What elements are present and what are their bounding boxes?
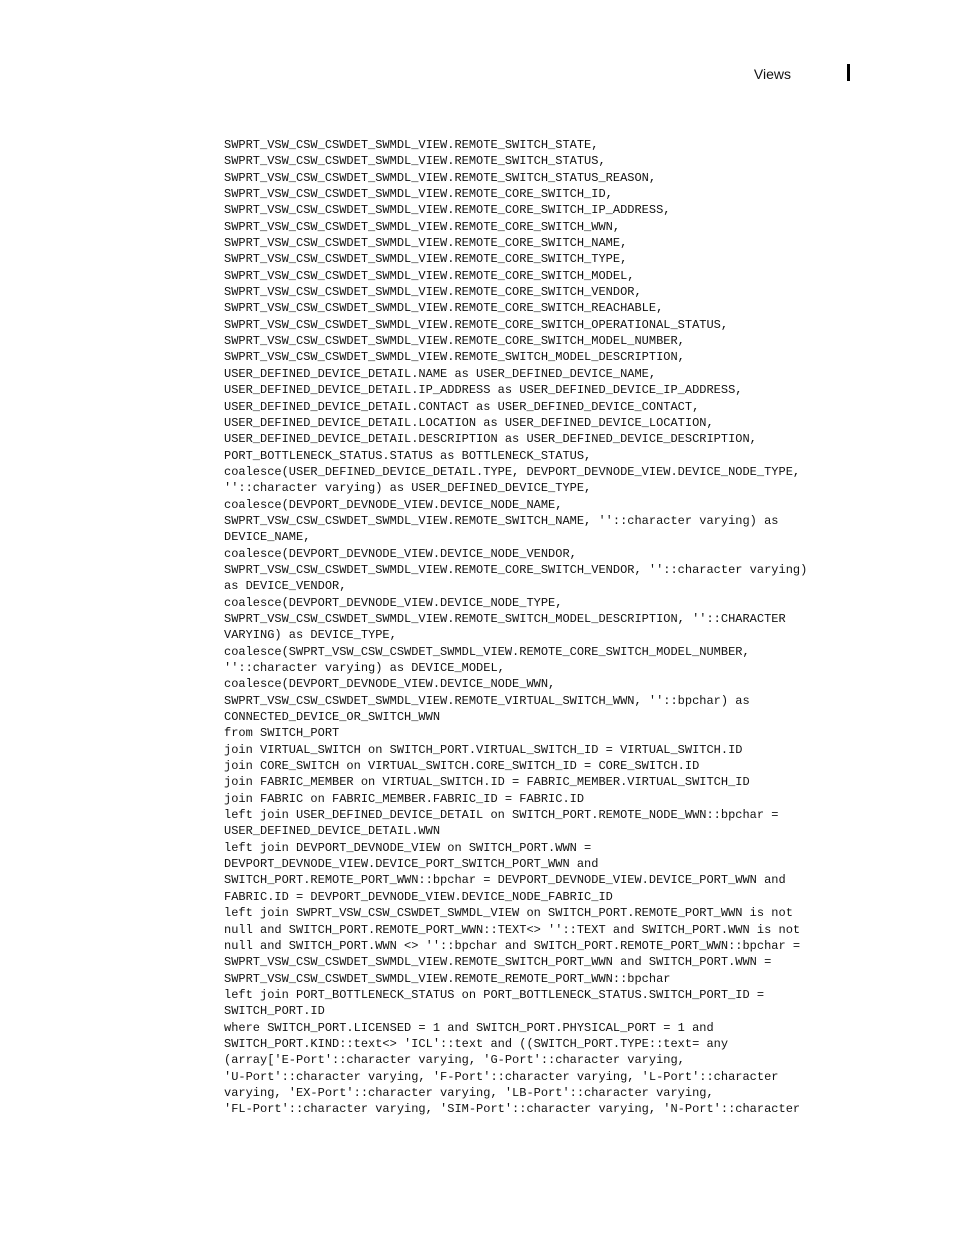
- code-line: DEVPORT_DEVNODE_VIEW.DEVICE_PORT_SWITCH_PORT_WWN and: [224, 857, 599, 872]
- code-line: SWPRT_VSW_CSW_CSWDET_SWMDL_VIEW.REMOTE_CORE_SWITCH_TYPE,: [224, 252, 628, 267]
- code-line: SWPRT_VSW_CSW_CSWDET_SWMDL_VIEW.REMOTE_REMOTE_PORT_WWN::bpchar: [224, 971, 671, 986]
- code-line: SWITCH_PORT.REMOTE_PORT_WWN::bpchar = DEVPORT_DEVNODE_VIEW.DEVICE_PORT_WWN and: [224, 873, 786, 888]
- code-line: USER_DEFINED_DEVICE_DETAIL.WWN: [224, 824, 441, 839]
- code-line: coalesce(DEVPORT_DEVNODE_VIEW.DEVICE_NODE_NAME,: [224, 497, 563, 512]
- code-line: join VIRTUAL_SWITCH on SWITCH_PORT.VIRTUAL_SWITCH_ID = VIRTUAL_SWITCH.ID: [224, 742, 743, 757]
- code-line: USER_DEFINED_DEVICE_DETAIL.IP_ADDRESS as USER_DEFINED_DEVICE_IP_ADDRESS,: [224, 383, 743, 398]
- code-line: SWPRT_VSW_CSW_CSWDET_SWMDL_VIEW.REMOTE_SWITCH_STATE,: [224, 138, 599, 152]
- code-line: ''::character varying) as DEVICE_MODEL,: [224, 661, 505, 675]
- code-line: as DEVICE_VENDOR,: [224, 579, 347, 594]
- code-line: 'U-Port'::character varying, 'F-Port'::character varying, 'L-Port'::character: [224, 1069, 779, 1084]
- code-line: SWPRT_VSW_CSW_CSWDET_SWMDL_VIEW.REMOTE_SWITCH_STATUS,: [224, 154, 606, 169]
- code-line: left join DEVPORT_DEVNODE_VIEW on SWITCH_PORT.WWN =: [224, 840, 592, 855]
- code-line: from SWITCH_PORT: [224, 726, 340, 741]
- code-line: DEVICE_NAME,: [224, 530, 311, 545]
- code-line: SWPRT_VSW_CSW_CSWDET_SWMDL_VIEW.REMOTE_CORE_SWITCH_MODEL_NUMBER,: [224, 334, 685, 349]
- code-line: SWPRT_VSW_CSW_CSWDET_SWMDL_VIEW.REMOTE_CORE_SWITCH_REACHABLE,: [224, 301, 664, 316]
- code-line: CONNECTED_DEVICE_OR_SWITCH_WWN: [224, 710, 441, 725]
- code-line: (array['E-Port'::character varying, 'G-Port'::character varying,: [224, 1053, 685, 1068]
- code-line: null and SWITCH_PORT.REMOTE_PORT_WWN::TEXT<> ''::TEXT and SWITCH_PORT.WWN is not: [224, 922, 801, 937]
- code-line: left join SWPRT_VSW_CSW_CSWDET_SWMDL_VIEW on SWITCH_PORT.REMOTE_PORT_WWN is not: [224, 906, 793, 921]
- code-line: USER_DEFINED_DEVICE_DETAIL.NAME as USER_DEFINED_DEVICE_NAME,: [224, 366, 657, 381]
- code-line: coalesce(DEVPORT_DEVNODE_VIEW.DEVICE_NODE_TYPE,: [224, 595, 563, 610]
- code-line: VARYING) as DEVICE_TYPE,: [224, 628, 397, 643]
- code-line: varying, 'EX-Port'::character varying, 'LB-Port'::character varying,: [224, 1085, 714, 1100]
- code-line: SWPRT_VSW_CSW_CSWDET_SWMDL_VIEW.REMOTE_SWITCH_MODEL_DESCRIPTION,: [224, 350, 685, 365]
- code-line: SWPRT_VSW_CSW_CSWDET_SWMDL_VIEW.REMOTE_CORE_SWITCH_VENDOR,: [224, 285, 642, 300]
- code-line: coalesce(USER_DEFINED_DEVICE_DETAIL.TYPE, DEVPORT_DEVNODE_VIEW.DEVICE_NODE_TYPE,: [224, 464, 801, 479]
- code-line: left join PORT_BOTTLENECK_STATUS on PORT_BOTTLENECK_STATUS.SWITCH_PORT_ID =: [224, 987, 765, 1002]
- sql-code-block: [224, 137, 924, 1118]
- code-line: where SWITCH_PORT.LICENSED = 1 and SWITCH_PORT.PHYSICAL_PORT = 1 and: [224, 1020, 714, 1035]
- code-line: SWPRT_VSW_CSW_CSWDET_SWMDL_VIEW.REMOTE_CORE_SWITCH_ID,: [224, 187, 613, 202]
- code-line: USER_DEFINED_DEVICE_DETAIL.CONTACT as USER_DEFINED_DEVICE_CONTACT,: [224, 399, 700, 414]
- code-line: join CORE_SWITCH on VIRTUAL_SWITCH.CORE_SWITCH_ID = CORE_SWITCH.ID: [224, 759, 700, 774]
- code-line: SWPRT_VSW_CSW_CSWDET_SWMDL_VIEW.REMOTE_SWITCH_NAME, ''::character varying) as: [224, 513, 779, 528]
- code-line: SWPRT_VSW_CSW_CSWDET_SWMDL_VIEW.REMOTE_VIRTUAL_SWITCH_WWN, ''::bpchar) as: [224, 693, 750, 708]
- code-line: SWPRT_VSW_CSW_CSWDET_SWMDL_VIEW.REMOTE_CORE_SWITCH_IP_ADDRESS,: [224, 203, 671, 218]
- code-line: SWPRT_VSW_CSW_CSWDET_SWMDL_VIEW.REMOTE_CORE_SWITCH_NAME,: [224, 236, 628, 251]
- code-line: coalesce(DEVPORT_DEVNODE_VIEW.DEVICE_NODE_VENDOR,: [224, 546, 577, 561]
- code-line: SWPRT_VSW_CSW_CSWDET_SWMDL_VIEW.REMOTE_CORE_SWITCH_OPERATIONAL_STATUS,: [224, 317, 729, 332]
- code-line: coalesce(SWPRT_VSW_CSW_CSWDET_SWMDL_VIEW.REMOTE_CORE_SWITCH_MODEL_NUMBER,: [224, 644, 750, 659]
- code-line: SWPRT_VSW_CSW_CSWDET_SWMDL_VIEW.REMOTE_CORE_SWITCH_WWN,: [224, 219, 621, 234]
- code-line: SWITCH_PORT.ID: [224, 1004, 325, 1019]
- code-line: null and SWITCH_PORT.WWN <> ''::bpchar and SWITCH_PORT.REMOTE_PORT_WWN::bpchar =: [224, 938, 801, 953]
- code-line: USER_DEFINED_DEVICE_DETAIL.LOCATION as USER_DEFINED_DEVICE_LOCATION,: [224, 415, 714, 430]
- code-line: join FABRIC on FABRIC_MEMBER.FABRIC_ID = FABRIC.ID: [224, 791, 585, 806]
- code-line: SWITCH_PORT.KIND::text<> 'ICL'::text and ((SWITCH_PORT.TYPE::text= any: [224, 1036, 729, 1051]
- code-line: USER_DEFINED_DEVICE_DETAIL.DESCRIPTION as USER_DEFINED_DEVICE_DESCRIPTION,: [224, 432, 757, 447]
- code-line: join FABRIC_MEMBER on VIRTUAL_SWITCH.ID = FABRIC_MEMBER.VIRTUAL_SWITCH_ID: [224, 775, 750, 790]
- code-line: SWPRT_VSW_CSW_CSWDET_SWMDL_VIEW.REMOTE_CORE_SWITCH_MODEL,: [224, 268, 635, 283]
- code-line: ''::character varying) as USER_DEFINED_DEVICE_TYPE,: [224, 481, 592, 496]
- code-line: SWPRT_VSW_CSW_CSWDET_SWMDL_VIEW.REMOTE_CORE_SWITCH_VENDOR, ''::character varying): [224, 562, 808, 577]
- section-title: Views: [753, 66, 791, 82]
- code-line: SWPRT_VSW_CSW_CSWDET_SWMDL_VIEW.REMOTE_SWITCH_PORT_WWN and SWITCH_PORT.WWN =: [224, 955, 772, 970]
- header-rule-bar: [847, 64, 850, 81]
- code-line: left join USER_DEFINED_DEVICE_DETAIL on SWITCH_PORT.REMOTE_NODE_WWN::bpchar =: [224, 808, 779, 823]
- code-line: 'FL-Port'::character varying, 'SIM-Port'::character varying, 'N-Port'::character: [224, 1102, 801, 1117]
- page-header: [0, 64, 954, 84]
- code-line: SWPRT_VSW_CSW_CSWDET_SWMDL_VIEW.REMOTE_SWITCH_MODEL_DESCRIPTION, ''::CHARACTER: [224, 611, 786, 626]
- code-line: FABRIC.ID = DEVPORT_DEVNODE_VIEW.DEVICE_NODE_FABRIC_ID: [224, 889, 613, 904]
- code-line: SWPRT_VSW_CSW_CSWDET_SWMDL_VIEW.REMOTE_SWITCH_STATUS_REASON,: [224, 170, 657, 185]
- code-line: PORT_BOTTLENECK_STATUS.STATUS as BOTTLENECK_STATUS,: [224, 448, 592, 463]
- code-line: coalesce(DEVPORT_DEVNODE_VIEW.DEVICE_NODE_WWN,: [224, 677, 556, 692]
